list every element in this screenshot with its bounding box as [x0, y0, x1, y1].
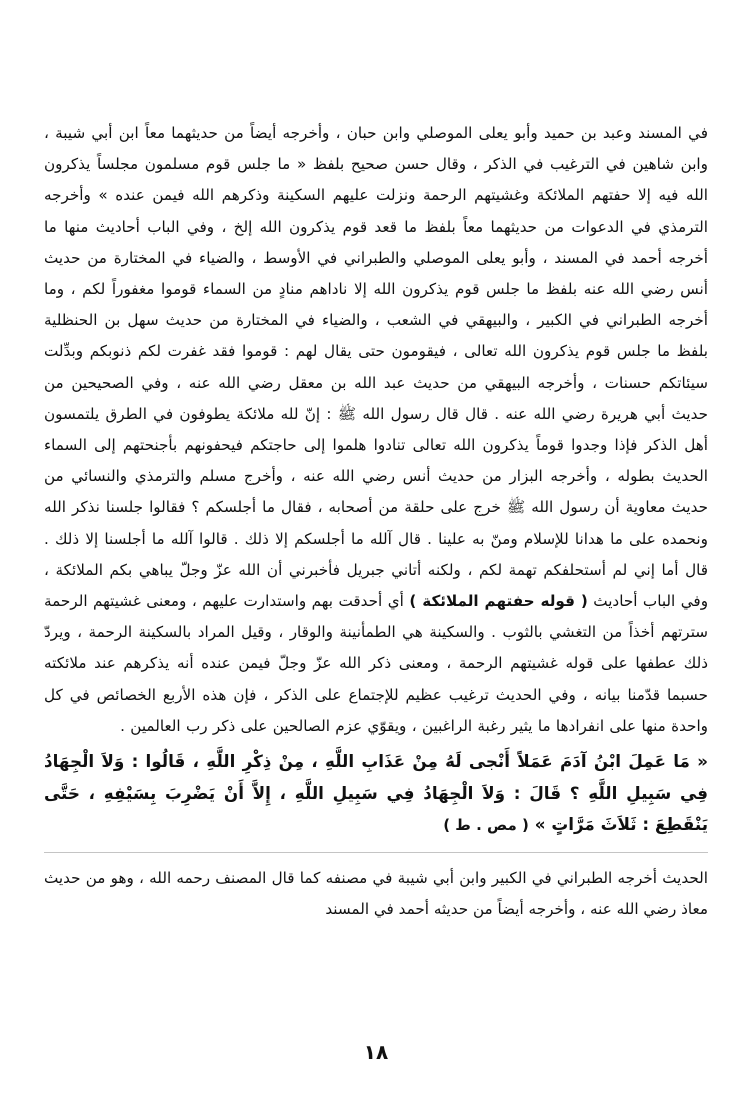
commentary-text-continued: أي أحدقت بهم واستدارت عليهم ، ومعنى غشيتهم الرحمة سترتهم أخذاً من التغشي بالثوب . والسكينة هي الطمأنينة والوقار ، وقيل المراد بالسكينة الرحمة ، ويردّ ذلك عطفها على قوله غشيتهم الرحمة ، ومعنى ذكر الله عزّ وجلّ فيمن عنده أنه يذكرهم عند ملائكته حسبما قدّمنا بيانه ، وفي الحديث ترغيب عظيم للإجتماع على الذكر ، فإن هذه الأربع الخصائص في كل واحدة منها على انفرادها ما يثير رغبة الراغبين ، ويقوّي عزم الصالحين على ذكر رب العالمين . [44, 592, 708, 735]
hadith-text-block [44, 746, 708, 842]
page-number: ١٨ [363, 1040, 389, 1064]
hadith-source: ( مص . ط ) [443, 816, 529, 835]
commentary-paragraph [44, 118, 708, 742]
hadith-commentary-paragraph: الحديث أخرجه الطبراني في الكبير وابن أبي شيبة في مصنفه كما قال المصنف رحمه الله ، وهو من حديث معاذ رضي الله عنه ، وأخرجه أيضاً من حديثه أحمد في المسند [44, 868, 708, 918]
page-content [44, 118, 708, 925]
section-divider [44, 852, 708, 853]
commentary-text: في المسند وعبد بن حميد وأبو يعلى الموصلي وابن حبان ، وأخرجه أيضاً من حديثهما معاً ابن أبي شيبة ، وابن شاهين في الترغيب في الذكر ، وقال حسن صحيح بلفظ « ما جلس قوم مسلمون مجلساً يذكرون الله فيه إلا حفتهم الملائكة وغشيتهم الرحمة ونزلت عليهم السكينة وذكرهم الله فيمن عنده » وأخرجه الترمذي في الدعوات من حديثهما معاً بلفظ ما قعد قوم يذكرون الله إلخ ، وفي الباب أحاديث منها ما أخرجه أحمد في المسند ، وأبو يعلى الموصلي والطبراني في الأوسط ، والضياء في المختارة من حديث أنس رضي الله عنه بلفظ ما جلس قوم يذكرون الله إلا ناداهم منادٍ من السماء قوموا مغفوراً لكم ، وما أخرجه الطبراني في الكبير ، والبيهقي في الشعب ، والضياء في المختارة من حديث سهل بن الحنظلية بلفظ ما جلس قوم يذكرون الله تعالى ، فيقومون حتى يقال لهم : قوموا فقد غفرت لكم ذنوبكم وبدِّلت سيئاتكم حسنات ، وأخرجه البيهقي من حديث عبد الله بن معقل رضي الله عنه ، وفي الصحيحين من حديث أبي هريرة رضي الله عنه . قال قال رسول الله ﷺ : إنّ لله ملائكة يطوفون في الطرق يلتمسون أهل الذكر فإذا وجدوا قوماً يذكرون الله تعالى تنادوا هلموا إلى حاجتكم فيحفونهم بأجنحتهم إلى السماء الحديث بطوله ، وأخرجه البزار من حديث أنس رضي الله عنه ، وأخرج مسلم والترمذي والنسائي من حديث معاوية أن رسول الله ﷺ خرج على حلقة من أصحابه ، فقال ما أجلسكم ؟ فقالوا جلسنا نذكر الله ونحمده على ما هدانا للإسلام ومنّ به علينا . قال آلله ما أجلسكم إلا ذلك . قالوا آلله ما أجلسنا إلا ذلك . قال أما إني لم أستحلفكم تهمة لكم ، ولكنه أتاني جبريل فأخبرني أن الله عزّ وجلّ يباهي بكم الملائكة ، وفي الباب أحاديث [44, 124, 709, 611]
bold-heading-phrase: ( قوله حفتهم الملائكة ) [409, 592, 588, 611]
hadith-text: « مَا عَمِلَ ابْنُ آدَمَ عَمَلاً أَنْجى لَهُ مِنْ عَذَابِ اللَّهِ ، مِنْ ذِكْرِ اللَّهِ ، قَالُوا : وَلاَ الْجِهَادُ فِي سَبِيلِ اللَّهِ ؟ قَالَ : وَلاَ الْجِهَادُ فِي سَبِيلِ اللَّهِ ، إِلاَّ أَنْ يَضْرِبَ بِسَيْفِهِ ، حَتَّى يَنْقَطِعَ : ثَلاَثَ مَرَّاتٍ » [44, 751, 708, 835]
